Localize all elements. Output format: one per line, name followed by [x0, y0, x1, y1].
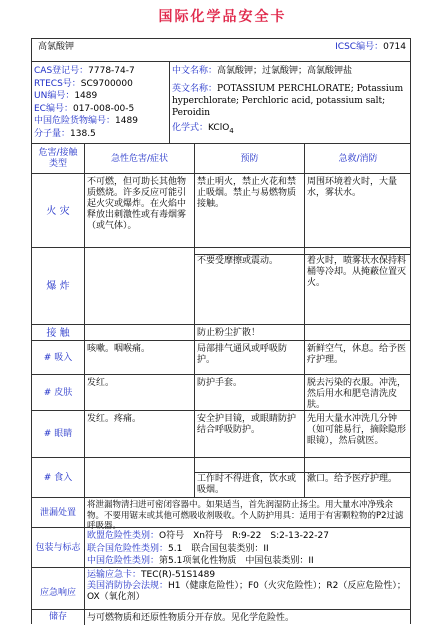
- rows-4-prevent: 防护手套。: [197, 378, 243, 388]
- names-cn_label: 中文名称：: [172, 66, 218, 76]
- identifiers-row: [32, 61, 410, 143]
- page-title: 国际化学品安全卡: [158, 9, 287, 25]
- rows-6-prevent: 工作时不得进食，饮水或吸烟。: [195, 472, 304, 497]
- header-type: 危害/接触类型: [38, 148, 78, 169]
- cn-class: [87, 555, 409, 568]
- card-name-row: [32, 39, 410, 55]
- packaging-row: [32, 527, 410, 567]
- rows-4-type: # 皮肤: [43, 387, 73, 398]
- ids-un-label: UN编号：: [34, 91, 75, 101]
- names-formula_sub: 4: [229, 126, 234, 135]
- packaging-un_label: 联合国危险性类别：: [87, 543, 169, 554]
- safety-card: [31, 38, 411, 624]
- hazard-row-inhalation: [32, 340, 410, 374]
- names-cn_value: 高氯酸钾；过氯酸钾；高氯酸钾盐: [217, 66, 353, 76]
- ids-rtecs-label: RTECS号：: [34, 78, 81, 89]
- ids-un-value: 1489: [74, 91, 98, 101]
- emergency-nfpa_label: 美国消防协会法规：: [87, 581, 169, 591]
- ids-cn-label: 中国危险货物编号：: [34, 116, 116, 126]
- rows-0-aid: 周围环境着火时，大量水，雾状水。: [307, 177, 398, 198]
- table-header-row: [32, 143, 410, 173]
- ids-mw-label: 分子量：: [34, 128, 71, 139]
- un-number: [34, 90, 167, 103]
- storage-label: 储存: [48, 612, 67, 622]
- rows-3-prevent: 局部排气通风或呼吸防护。: [197, 344, 288, 365]
- packaging-cn_label: 中国危险性类别：: [87, 556, 160, 566]
- ids-mw-value: 138.5: [70, 128, 96, 139]
- molecular-weight: [34, 128, 167, 141]
- rows-0-prevent: 禁止明火，禁止火花和禁止吸烟。禁止与易燃物质接触。: [197, 177, 297, 209]
- rows-5-acute: 发红。疼痛。: [87, 414, 142, 424]
- icsc-label: ICSC编号：: [335, 42, 384, 52]
- rows-1-type: 爆 炸: [46, 281, 70, 292]
- header-aid: 急救/消防: [338, 153, 378, 164]
- icsc-value: 0714: [383, 42, 406, 52]
- names-en_label: 英文名称：: [172, 84, 218, 94]
- rows-6-acute: [85, 460, 194, 462]
- emergency-label: 应急响应: [39, 587, 76, 598]
- icsc-number: [333, 41, 408, 54]
- un-class: [87, 543, 409, 556]
- ids-cas-label: CAS登记号：: [34, 66, 89, 76]
- ids-ec-value: 017-008-00-5: [72, 103, 135, 114]
- rows-6-aid: 漱口。给予医疗护理。: [305, 472, 411, 486]
- cn-dangerous-goods-number: [34, 115, 167, 128]
- eu-class: [87, 530, 409, 543]
- rows-5-type: # 眼睛: [43, 429, 73, 439]
- rows-5-aid: 先用大量水冲洗几分钟（如可能易行，摘除隐形眼镜），然后就医。: [307, 414, 407, 446]
- header-acute: 急性危害/症状: [110, 153, 169, 164]
- id-list: [32, 64, 169, 141]
- emergency-transport_label: 运输应急卡：: [87, 570, 142, 580]
- packaging-label: 包装与标志: [35, 542, 81, 553]
- ids-cn-value: 1489: [115, 116, 138, 126]
- rows-4-acute: 发红。: [87, 378, 115, 388]
- packaging-un_value: 5.1 联合国包装类别：II: [168, 543, 269, 554]
- rows-2-type: 接 触: [46, 327, 70, 339]
- card-name: 高氯酸钾: [38, 42, 75, 52]
- header-prevent: 预防: [240, 153, 259, 164]
- packaging-eu_label: 欧盟危险性类别：: [87, 531, 160, 541]
- ids-cas-value: 7778-74-7: [88, 66, 135, 76]
- formula: [172, 122, 408, 137]
- rows-1-aid: 着火时，喷雾状水保持料桶等冷却。从掩蔽位置灭火。: [305, 254, 411, 290]
- rows-2-prevent: 防止粉尘扩散！: [197, 328, 261, 338]
- spill-label: 泄漏处置: [39, 507, 76, 518]
- emergency-block: [85, 569, 411, 604]
- rows-0-acute: 不可燃，但可助长其他物质燃烧。许多反应可能引起火灾或爆炸。在火焰中释放出刺激性或有毒烟雾（或气体）。: [87, 177, 187, 231]
- hazard-row-explosion: [32, 247, 410, 324]
- ec-number: [34, 103, 167, 116]
- rows-3-acute: 咳嗽。咽喉痛。: [87, 344, 151, 354]
- hazard-row-eyes: [32, 410, 410, 457]
- spill-row: [32, 497, 410, 531]
- spill-text: 将泄漏物清扫进可密闭容器中。如果适当，首先润湿防止扬尘。用大量水冲净残余物。不要用锯末或其他可燃吸收剂吸收。个人防护用具：适用于有害颗粒物的P2过滤呼吸器。: [87, 500, 404, 531]
- rows-1-acute: [85, 250, 194, 252]
- rows-1-prevent: 不要受摩擦或震动。: [195, 254, 304, 268]
- hazard-row-fire: [32, 173, 410, 247]
- rows-0-type: 火 灾: [46, 205, 70, 217]
- cas-number: [34, 65, 167, 78]
- rows-4-aid: 脱去污染的衣服。冲洗，然后用水和肥皂清洗皮肤。: [307, 378, 407, 410]
- rows-5-prevent: 安全护目镜，或眼睛防护结合呼吸防护。: [197, 414, 297, 435]
- ids-ec-label: EC编号：: [34, 103, 73, 114]
- names-formula_label: 化学式：: [172, 123, 209, 133]
- emergency-transport_value: TEC(R)-51S1489: [141, 570, 216, 580]
- hazard-row-ingestion: [32, 457, 410, 497]
- storage-text: 与可燃物质和还原性物质分开存放。见化学危险性。: [87, 613, 295, 623]
- names-formula_value: KClO: [208, 123, 230, 133]
- en-name: [172, 83, 408, 119]
- rows-3-aid: 新鲜空气，休息。给予医疗护理。: [307, 344, 407, 365]
- storage-row: [32, 609, 410, 625]
- emergency-nfpa_value: H1（健康危险性）；F0（火灾危险性）；R2（反应危险性）；OX（氧化剂）: [87, 581, 406, 602]
- cn-name: [172, 65, 408, 77]
- names-en_value: POTASSIUM PERCHLORATE; Potassium hyperchlorate; Perchloric acid, potassium salt; Peroidin: [172, 84, 404, 118]
- name-block: [170, 64, 410, 138]
- packaging-cn_value: 第5.1项氧化性物质 中国包装类别：II: [159, 556, 314, 566]
- packaging-eu_value: O符号 Xn符号 R:9-22 S:2-13-22-27: [159, 531, 329, 541]
- rows-3-type: # 吸入: [43, 352, 73, 363]
- hazard-row-contact: [32, 324, 410, 340]
- rtecs-number: [34, 78, 167, 91]
- transport-card: [87, 570, 409, 581]
- nfpa-code: [87, 581, 409, 603]
- hazard-row-skin: [32, 374, 410, 410]
- ids-rtecs-value: SC9700000: [80, 78, 133, 89]
- rows-6-type: # 食入: [43, 472, 73, 483]
- packaging-block: [85, 529, 411, 569]
